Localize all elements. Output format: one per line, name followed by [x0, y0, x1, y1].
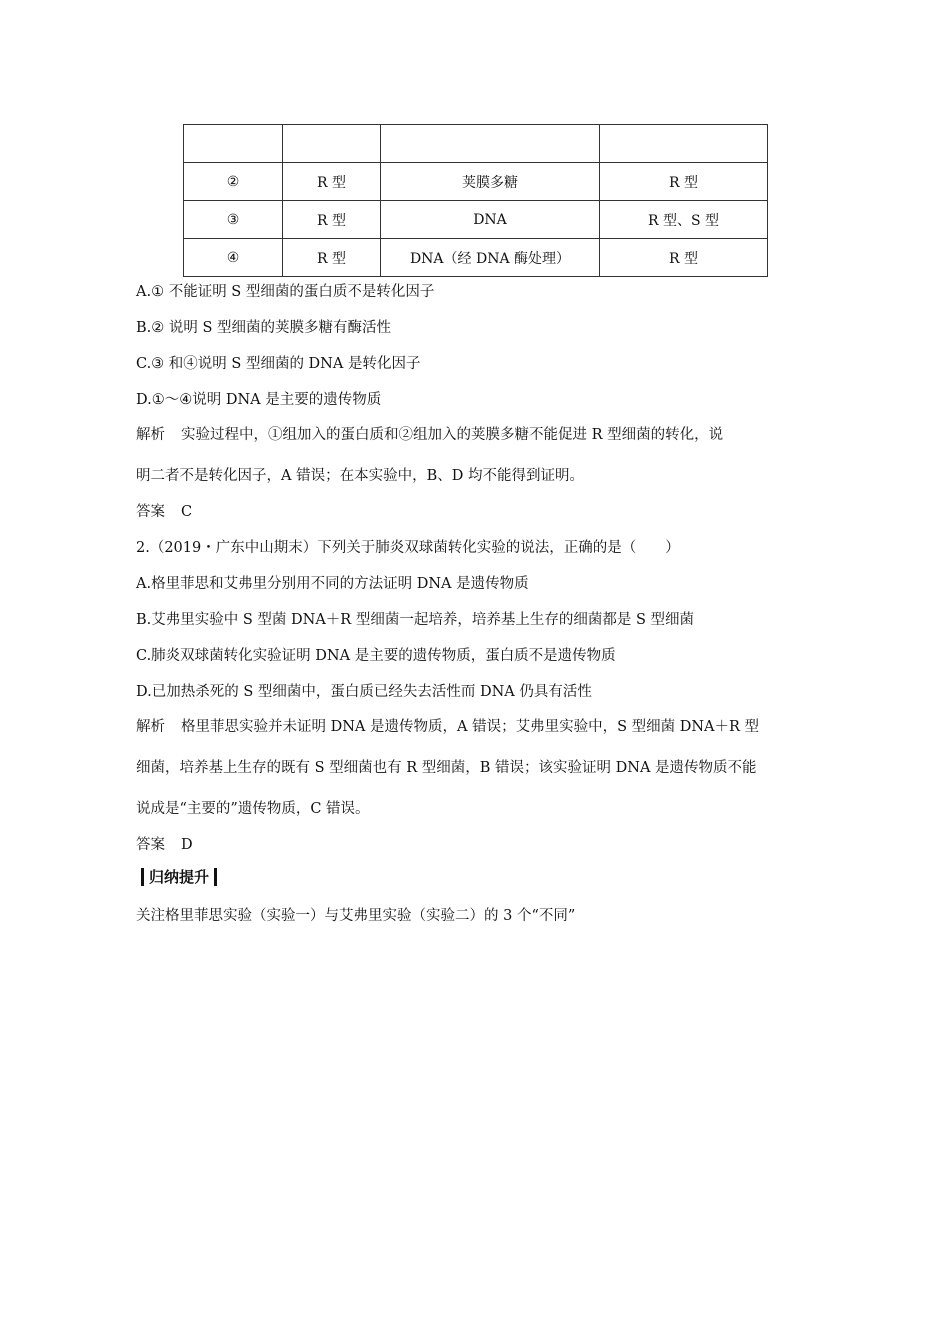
q2-option-b: B.艾弗里实验中 S 型菌 DNA＋R 型细菌一起培养，培养基上生存的细菌都是 S 型细菌 [136, 612, 694, 628]
q2-option-c: C.肺炎双球菌转化实验证明 DNA 是主要的遗传物质，蛋白质不是遗传物质 [136, 648, 616, 664]
table-cell: R 型 [600, 239, 768, 277]
q1-analysis-line1 [136, 425, 723, 445]
q1-option-b: B.② 说明 S 型细菌的荚膜多糖有酶活性 [136, 320, 392, 336]
table-cell [600, 125, 768, 163]
q1-answer-label: 答案 [136, 504, 165, 520]
q2-answer-label: 答案 [136, 837, 165, 853]
heading-bar-left [141, 868, 144, 886]
table-cell [283, 125, 381, 163]
table-cell: R 型 [283, 201, 381, 239]
heading-bar-right [214, 868, 217, 886]
table-cell: R 型 [283, 163, 381, 201]
table-cell: ④ [184, 239, 283, 277]
table-cell: R 型 [283, 239, 381, 277]
q1-answer-value: C [181, 504, 193, 520]
summary-heading-text: 归纳提升 [149, 868, 210, 886]
table-cell: DNA [381, 201, 600, 239]
q1-option-a: A.① 不能证明 S 型细菌的蛋白质不是转化因子 [136, 284, 435, 300]
table-cell: R 型、S 型 [600, 201, 768, 239]
table-row [184, 201, 768, 239]
table-row [184, 239, 768, 277]
q2-analysis-text1: 格里菲思实验并未证明 DNA 是遗传物质，A 错误；艾弗里实验中，S 型细菌 DNA＋R 型 [181, 719, 760, 735]
q1-analysis-label: 解析 [136, 427, 165, 443]
q2-stem: 2.（2019・广东中山期末）下列关于肺炎双球菌转化实验的说法，正确的是（ ） [136, 540, 680, 556]
q1-analysis-text1: 实验过程中，①组加入的蛋白质和②组加入的荚膜多糖不能促进 R 型细菌的转化，说 [181, 427, 724, 443]
table-cell [381, 125, 600, 163]
q2-analysis-line3: 说成是“主要的”遗传物质，C 错误。 [136, 801, 370, 817]
table-cell: 荚膜多糖 [381, 163, 600, 201]
summary-heading [136, 866, 222, 888]
q1-option-c: C.③ 和④说明 S 型细菌的 DNA 是转化因子 [136, 356, 421, 372]
q2-option-a: A.格里菲思和艾弗里分别用不同的方法证明 DNA 是遗传物质 [136, 576, 529, 592]
table-row [184, 125, 768, 163]
q1-answer [136, 502, 192, 522]
q2-analysis-line2: 细菌，培养基上生存的既有 S 型细菌也有 R 型细菌，B 错误；该实验证明 DNA 是遗传物质不能 [136, 760, 757, 776]
q2-analysis-label: 解析 [136, 719, 165, 735]
q2-answer-value: D [181, 837, 193, 853]
q2-answer [136, 835, 193, 855]
q1-analysis-line2: 明二者不是转化因子，A 错误；在本实验中，B、D 均不能得到证明。 [136, 468, 584, 484]
table-cell: DNA（经 DNA 酶处理） [381, 239, 600, 277]
experiment-table [183, 124, 768, 277]
table-cell: ② [184, 163, 283, 201]
table-cell: R 型 [600, 163, 768, 201]
table-cell: ③ [184, 201, 283, 239]
q1-option-d: D.①～④说明 DNA 是主要的遗传物质 [136, 392, 382, 408]
q2-analysis-line1 [136, 717, 759, 737]
table-cell [184, 125, 283, 163]
q2-option-d: D.已加热杀死的 S 型细菌中，蛋白质已经失去活性而 DNA 仍具有活性 [136, 684, 592, 700]
table-row [184, 163, 768, 201]
summary-text: 关注格里菲思实验（实验一）与艾弗里实验（实验二）的 3 个“不同” [136, 908, 576, 924]
